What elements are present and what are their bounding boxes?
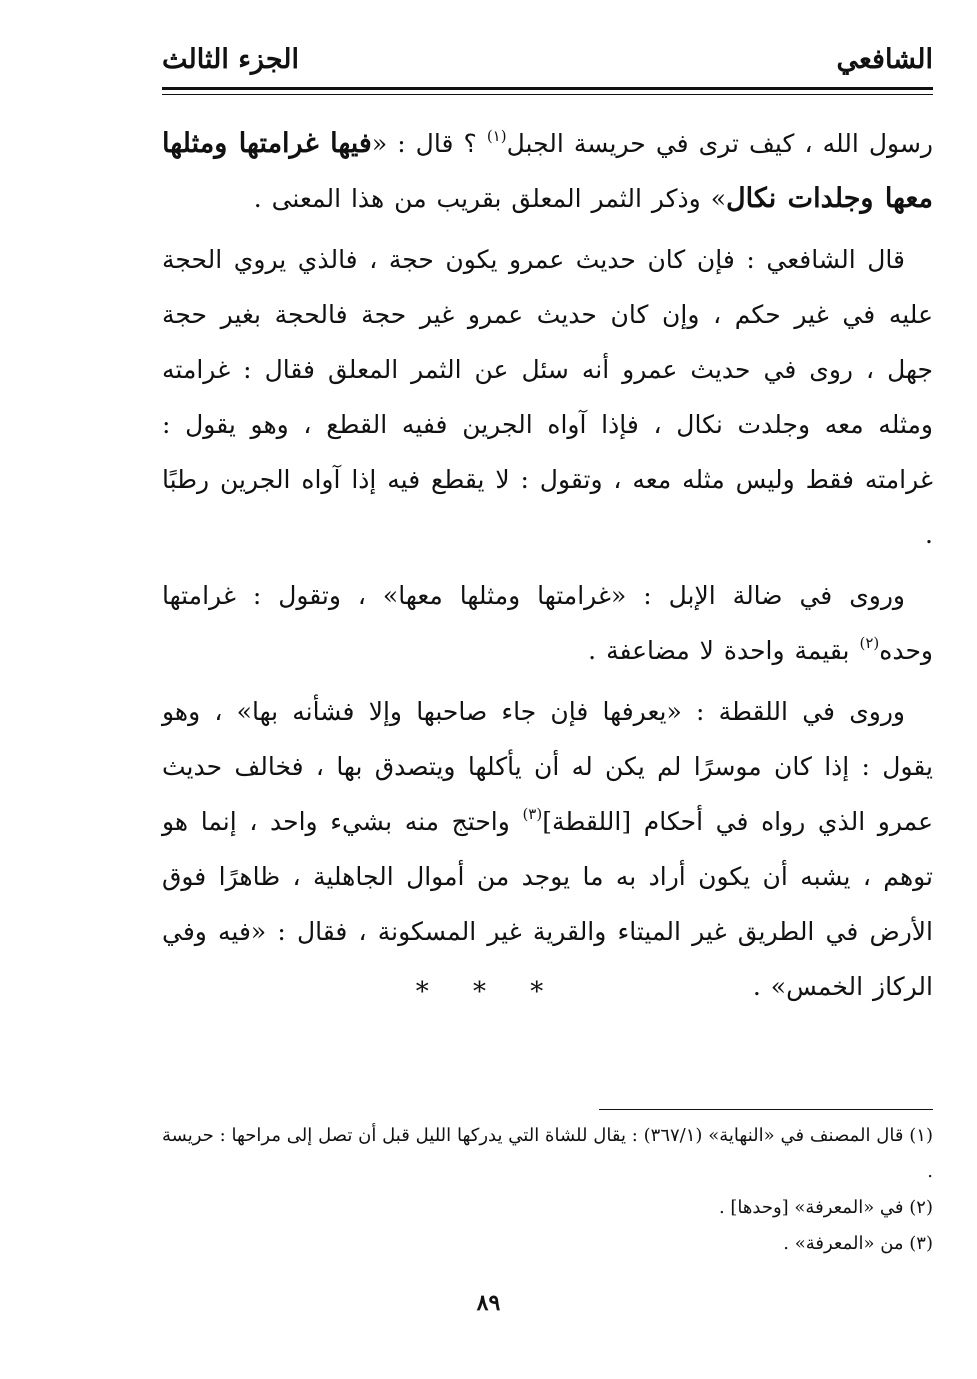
paragraph-4-part-a: وروى في اللقطة : «يعرفها فإن جاء صاحبها وإلا فشأنه بها» ، وهو يقول : إذا كان موسرًا لم يكن له أن يأكلها ويتصدق بها ، فخالف حديث عمرو الذي رواه في أحكام [اللقطة] [162, 697, 933, 836]
paragraph-1 [162, 116, 933, 226]
header-thick-rule [162, 87, 933, 90]
footnote-ref-3: (٣) [522, 804, 543, 823]
footnote-2: (٢) في «المعرفة» [وحدها] . [718, 1197, 933, 1218]
page-number: ٨٩ [476, 1290, 501, 1316]
header-volume-title: الجزء الثالث [162, 44, 299, 75]
paragraph-3-part-b: بقيمة واحدة لا مضاعفة . [588, 636, 860, 665]
hadith-quote-bold: فيها غرامتها ومثلها معها وجلدات نكال [162, 128, 933, 214]
paragraph-3-part-a: وروى في ضالة الإبل : «غرامتها ومثلها معها» ، وتقول : غرامتها وحده [162, 581, 933, 665]
footnote-1: (١) قال المصنف في «النهاية» (٣٦٧/١) : يقال للشاة التي يدركها الليل قبل أن تصل إلى مراحها : حريسة . [162, 1125, 933, 1182]
paragraph-4 [162, 684, 933, 1014]
main-text [162, 116, 933, 1014]
paragraph-2: قال الشافعي : فإن كان حديث عمرو يكون حجة ، فالذي يروي الحجة عليه في غير حكم ، وإن كان حديث عمرو غير حجة فالحجة بغير حجة جهل ، روى في حديث عمرو أنه سئل عن الثمر المعلق فقال : غرامته ومثله معه وجلدت نكال ، فإذا آواه الجرين ففيه القطع ، وهو يقول : غرامته فقط وليس مثله معه ، وتقول : لا يقطع فيه إذا آواه الجرين رطبًا . [162, 245, 933, 549]
footnote-ref-1: (١) [486, 126, 507, 145]
footnote-ref-2: (٢) [859, 633, 880, 652]
footnotes [162, 1118, 933, 1262]
paragraph-1-part-c: » وذكر الثمر المعلق بقريب من هذا المعنى . [253, 184, 726, 213]
paragraph-4-part-b: واحتج منه بشيء واحد ، إنما هو توهم ، يشبه أن يكون أراد به ما يوجد من أموال الجاهلية ، ظاهرًا فوق الأرض في الطريق غير الميتاء والقرية غير المسكونة ، فقال : «فيه وفي الركاز الخمس» . [162, 807, 933, 1001]
paragraph-1-part-a: رسول الله ، كيف ترى في حريسة الجبل [506, 129, 933, 158]
paragraph-3 [162, 568, 933, 678]
section-separator: * * * [415, 977, 562, 1007]
header-book-title: الشافعي [836, 44, 933, 75]
header-thin-rule [162, 94, 933, 95]
footnote-rule [599, 1109, 933, 1110]
footnote-3: (٣) من «المعرفة» . [783, 1233, 933, 1254]
paragraph-1-part-b: ؟ قال : « [371, 129, 487, 158]
running-header [162, 40, 933, 84]
